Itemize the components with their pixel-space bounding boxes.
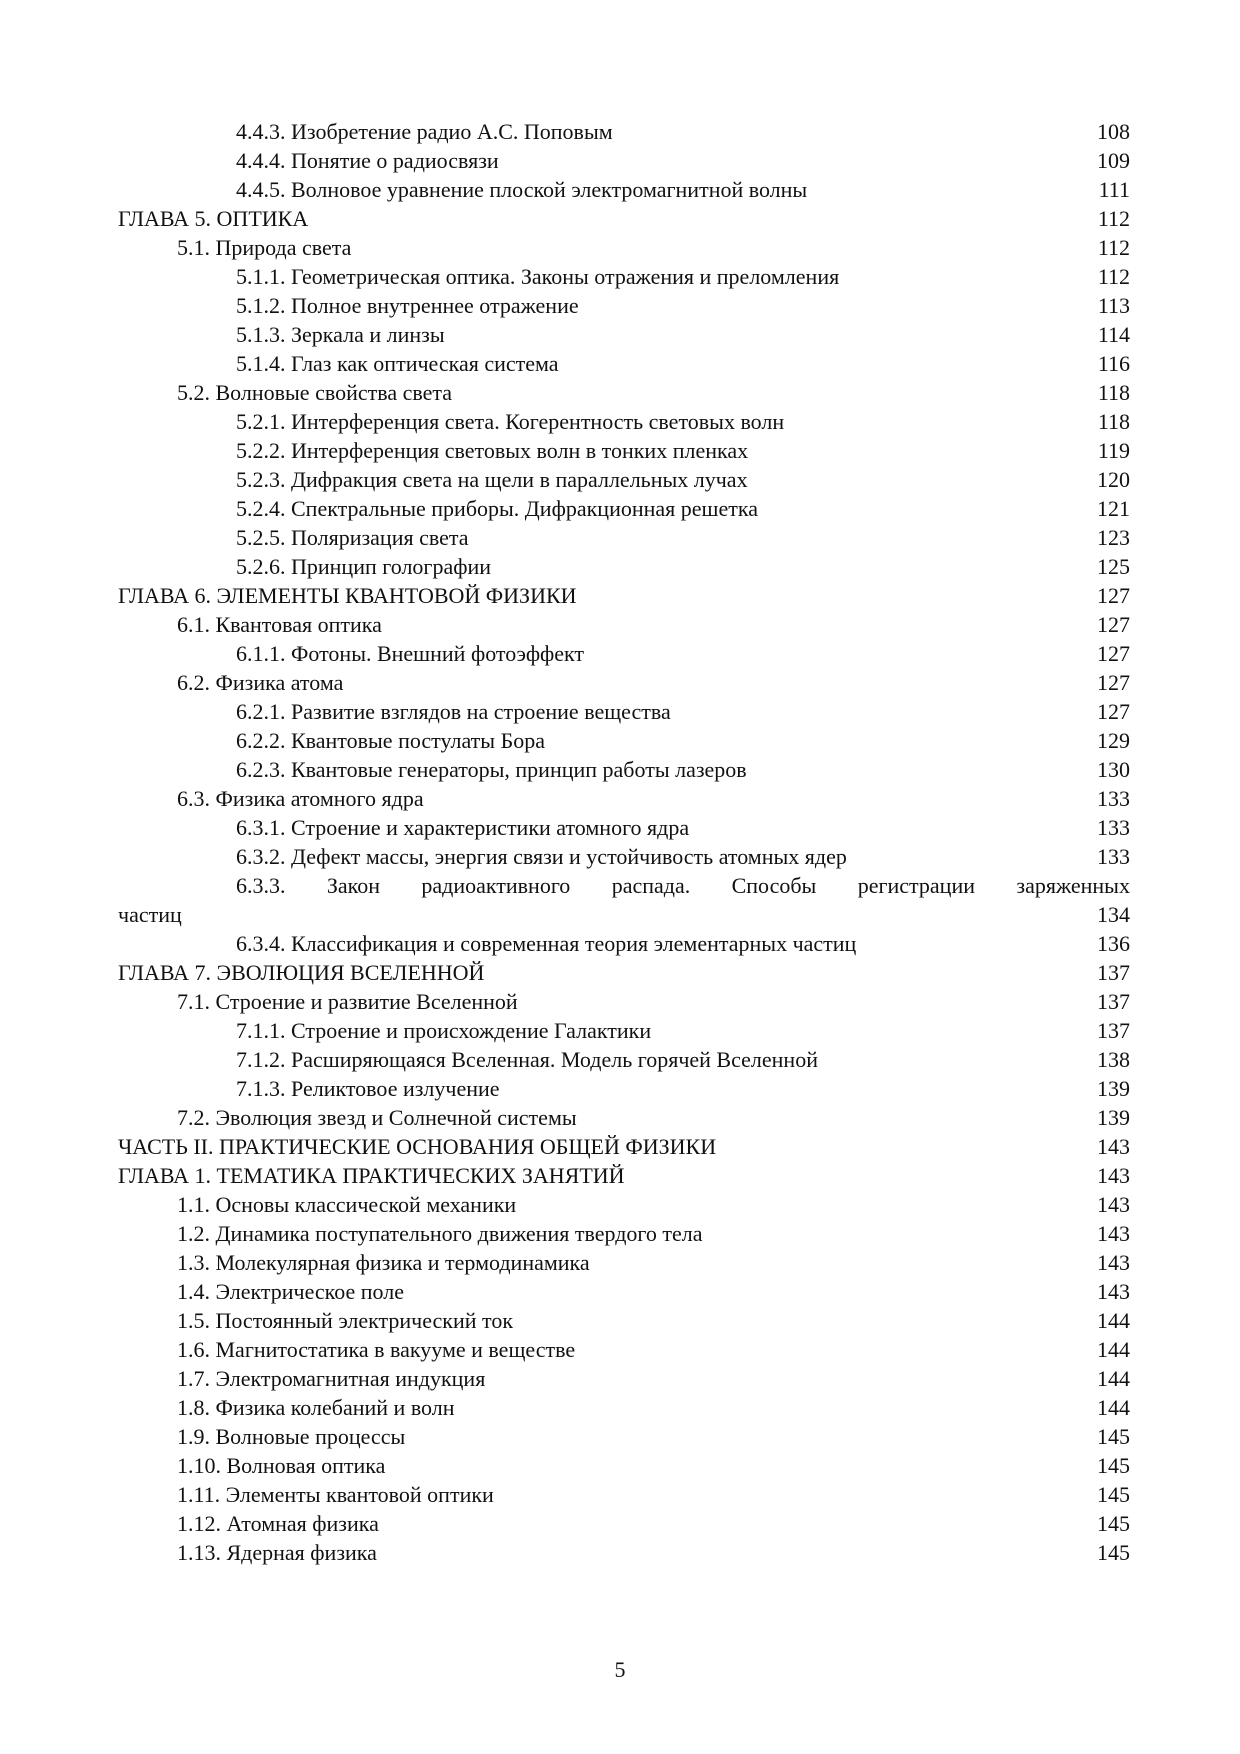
toc-section-entry[interactable] bbox=[118, 784, 1130, 813]
toc-entry-title: 5.1. Природа света bbox=[177, 235, 352, 260]
toc-subsection-entry[interactable] bbox=[118, 494, 1130, 523]
toc-entry-page: 127 bbox=[1097, 612, 1130, 637]
toc-entry-page: 116 bbox=[1097, 351, 1130, 376]
toc-entry-page: 123 bbox=[1097, 525, 1130, 550]
toc-subsection-entry[interactable] bbox=[118, 291, 1130, 320]
toc-subsection-entry[interactable] bbox=[118, 755, 1130, 784]
toc-chapter-entry[interactable] bbox=[118, 1161, 1130, 1190]
toc-entry-page: 145 bbox=[1097, 1511, 1130, 1536]
toc-entry-title: ГЛАВА 1. ТЕМАТИКА ПРАКТИЧЕСКИХ ЗАНЯТИЙ bbox=[118, 1163, 625, 1188]
toc-entry-title: 7.2. Эволюция звезд и Солнечной системы bbox=[177, 1105, 577, 1130]
toc-subsection-entry[interactable] bbox=[118, 639, 1130, 668]
toc-entry-title: 1.9. Волновые процессы bbox=[177, 1424, 406, 1449]
toc-chapter-entry[interactable] bbox=[118, 581, 1130, 610]
toc-entry-title: 5.1.1. Геометрическая оптика. Законы отражения и преломления bbox=[236, 264, 840, 289]
toc-entry-title-word: радиоактивного bbox=[421, 873, 571, 898]
toc-entry-page: 112 bbox=[1097, 264, 1130, 289]
toc-section-entry[interactable] bbox=[118, 610, 1130, 639]
toc-section-entry[interactable] bbox=[118, 1422, 1130, 1451]
toc-entry-title: 5.2.5. Поляризация света bbox=[236, 525, 469, 550]
toc-entry-page: 138 bbox=[1097, 1047, 1130, 1072]
toc-entry-page: 144 bbox=[1097, 1395, 1130, 1420]
toc-entry-page: 137 bbox=[1097, 1018, 1130, 1043]
toc-section-entry[interactable] bbox=[118, 1538, 1130, 1567]
toc-entry-title-word: 6.3.3. bbox=[236, 873, 286, 898]
toc-section-entry[interactable] bbox=[118, 1248, 1130, 1277]
toc-entry-page: 113 bbox=[1097, 293, 1130, 318]
toc-entry-title: 5.1.3. Зеркала и линзы bbox=[236, 322, 445, 347]
toc-entry-page: 144 bbox=[1097, 1366, 1130, 1391]
toc-entry-title-word: регистрации bbox=[857, 873, 975, 898]
toc-entry-page: 133 bbox=[1097, 786, 1130, 811]
toc-entry-page: 112 bbox=[1097, 206, 1130, 231]
toc-entry-title: 5.2.2. Интерференция световых волн в тонких пленках bbox=[236, 438, 749, 463]
toc-section-entry[interactable] bbox=[118, 233, 1130, 262]
toc-subsection-entry[interactable] bbox=[118, 1045, 1130, 1074]
toc-subsection-entry[interactable] bbox=[118, 320, 1130, 349]
toc-entry-title: 6.2.3. Квантовые генераторы, принцип работы лазеров bbox=[236, 757, 747, 782]
toc-entry-title: 4.4.4. Понятие о радиосвязи bbox=[236, 148, 499, 173]
toc-subsection-entry[interactable] bbox=[118, 1016, 1130, 1045]
toc-entry-page: 144 bbox=[1097, 1337, 1130, 1362]
toc-section-entry[interactable] bbox=[118, 378, 1130, 407]
toc-entry-title: 6.2. Физика атома bbox=[177, 670, 344, 695]
toc-subsection-entry[interactable] bbox=[118, 523, 1130, 552]
toc-subsection-entry[interactable] bbox=[118, 929, 1130, 958]
toc-entry-title: 1.6. Магнитостатика в вакууме и веществе bbox=[177, 1337, 576, 1362]
toc-entry-title: 6.1. Квантовая оптика bbox=[177, 612, 382, 637]
toc-entry-title-word: распада. bbox=[611, 873, 691, 898]
toc-entry-title: 4.4.5. Волновое уравнение плоской электромагнитной волны bbox=[236, 177, 808, 202]
toc-subsection-entry[interactable] bbox=[118, 842, 1130, 871]
toc-entry-page: 120 bbox=[1097, 467, 1130, 492]
toc-entry-page: 130 bbox=[1097, 757, 1130, 782]
toc-subsection-entry[interactable] bbox=[118, 465, 1130, 494]
toc-entry-page: 114 bbox=[1097, 322, 1130, 347]
toc-entry-page: 129 bbox=[1097, 728, 1130, 753]
toc-entry-title: 7.1.3. Реликтовое излучение bbox=[236, 1076, 500, 1101]
toc-section-entry[interactable] bbox=[118, 1103, 1130, 1132]
toc-entry-title: 1.12. Атомная физика bbox=[177, 1511, 379, 1536]
toc-entry-title: 7.1. Строение и развитие Вселенной bbox=[177, 989, 518, 1014]
toc-section-entry[interactable] bbox=[118, 1364, 1130, 1393]
toc-section-entry[interactable] bbox=[118, 668, 1130, 697]
toc-entry-title: ЧАСТЬ II. ПРАКТИЧЕСКИЕ ОСНОВАНИЯ ОБЩЕЙ ФИЗИКИ bbox=[118, 1134, 717, 1159]
toc-entry-page: 127 bbox=[1097, 699, 1130, 724]
toc-section-entry[interactable] bbox=[118, 1306, 1130, 1335]
toc-entry-page: 143 bbox=[1097, 1250, 1130, 1275]
toc-entry-page: 143 bbox=[1097, 1221, 1130, 1246]
toc-entry-page: 143 bbox=[1097, 1134, 1130, 1159]
toc-entry-title: 1.10. Волновая оптика bbox=[177, 1453, 386, 1478]
toc-entry-page: 118 bbox=[1097, 409, 1130, 434]
toc-entry-page: 121 bbox=[1097, 496, 1130, 521]
toc-entry-page: 127 bbox=[1097, 670, 1130, 695]
toc-entry-page: 143 bbox=[1097, 1163, 1130, 1188]
toc-entry-title: 5.2.6. Принцип голографии bbox=[236, 554, 492, 579]
toc-entry-title: 6.1.1. Фотоны. Внешний фотоэффект bbox=[236, 641, 584, 666]
toc-section-entry[interactable] bbox=[118, 1451, 1130, 1480]
toc-entry-title: частиц bbox=[118, 902, 182, 927]
toc-entry-page: 136 bbox=[1097, 931, 1130, 956]
toc-entry-page: 137 bbox=[1097, 989, 1130, 1014]
toc-entry-page: 118 bbox=[1097, 380, 1130, 405]
toc-entry-page: 119 bbox=[1097, 438, 1130, 463]
toc-entry-title: 1.5. Постоянный электрический ток bbox=[177, 1308, 514, 1333]
toc-entry-title: 1.8. Физика колебаний и волн bbox=[177, 1395, 455, 1420]
toc-subsection-entry[interactable] bbox=[118, 349, 1130, 378]
toc-entry-page: 145 bbox=[1097, 1540, 1130, 1565]
toc-subsection-entry[interactable] bbox=[118, 697, 1130, 726]
toc-section-entry[interactable] bbox=[118, 1190, 1130, 1219]
toc-entry-page: 145 bbox=[1097, 1482, 1130, 1507]
toc-section-entry[interactable] bbox=[118, 1480, 1130, 1509]
table-of-contents bbox=[118, 117, 1130, 1567]
toc-subsection-entry[interactable] bbox=[118, 1074, 1130, 1103]
toc-entry-page: 127 bbox=[1097, 583, 1130, 608]
toc-entry-page: 145 bbox=[1097, 1424, 1130, 1449]
toc-chapter-entry[interactable] bbox=[118, 204, 1130, 233]
toc-entry-title: 5.2.3. Дифракция света на щели в параллельных лучах bbox=[236, 467, 748, 492]
page-number: 5 bbox=[614, 1657, 626, 1682]
toc-entry-title: ГЛАВА 6. ЭЛЕМЕНТЫ КВАНТОВОЙ ФИЗИКИ bbox=[118, 583, 577, 608]
toc-subsection-entry-wrapped[interactable] bbox=[118, 871, 1130, 900]
toc-section-entry[interactable] bbox=[118, 1219, 1130, 1248]
toc-entry-title: 1.1. Основы классической механики bbox=[177, 1192, 517, 1217]
toc-subsection-entry[interactable] bbox=[118, 813, 1130, 842]
toc-entry-title: 6.2.2. Квантовые постулаты Бора bbox=[236, 728, 545, 753]
toc-entry-title: 7.1.2. Расширяющаяся Вселенная. Модель горячей Вселенной bbox=[236, 1047, 818, 1072]
toc-entry-page: 139 bbox=[1097, 1076, 1130, 1101]
toc-entry-title: 4.4.3. Изобретение радио А.С. Поповым bbox=[236, 119, 613, 144]
toc-entry-title-word: заряженных bbox=[1016, 873, 1130, 898]
toc-entry-title: 6.3.2. Дефект массы, энергия связи и устойчивость атомных ядер bbox=[236, 844, 847, 869]
toc-entry-page: 133 bbox=[1097, 844, 1130, 869]
toc-entry-page: 108 bbox=[1097, 119, 1130, 144]
toc-entry-title: 6.2.1. Развитие взглядов на строение вещества bbox=[236, 699, 671, 724]
toc-entry-title: 1.2. Динамика поступательного движения твердого тела bbox=[177, 1221, 703, 1246]
toc-entry-page: 134 bbox=[1097, 902, 1130, 927]
toc-entry-page: 144 bbox=[1097, 1308, 1130, 1333]
toc-entry-page: 111 bbox=[1098, 177, 1130, 202]
toc-entry-title: 1.11. Элементы квантовой оптики bbox=[177, 1482, 494, 1507]
toc-subsection-entry[interactable] bbox=[118, 262, 1130, 291]
toc-entry-page: 139 bbox=[1097, 1105, 1130, 1130]
toc-entry-title: ГЛАВА 5. ОПТИКА bbox=[118, 206, 309, 231]
toc-subsection-entry[interactable] bbox=[118, 117, 1130, 146]
toc-subsection-entry[interactable] bbox=[118, 552, 1130, 581]
toc-entry-page: 112 bbox=[1097, 235, 1130, 260]
toc-entry-title: 5.1.2. Полное внутреннее отражение bbox=[236, 293, 579, 318]
toc-subsection-entry[interactable] bbox=[118, 436, 1130, 465]
toc-entry-title: 7.1.1. Строение и происхождение Галактики bbox=[236, 1018, 652, 1043]
toc-entry-page: 127 bbox=[1097, 641, 1130, 666]
toc-entry-title: 5.2.4. Спектральные приборы. Дифракционная решетка bbox=[236, 496, 758, 521]
toc-section-entry[interactable] bbox=[118, 1277, 1130, 1306]
toc-entry-title: 6.3.1. Строение и характеристики атомного ядра bbox=[236, 815, 690, 840]
toc-section-entry[interactable] bbox=[118, 1335, 1130, 1364]
toc-entry-title: 6.3. Физика атомного ядра bbox=[177, 786, 424, 811]
toc-chapter-entry[interactable] bbox=[118, 1132, 1130, 1161]
toc-chapter-entry[interactable] bbox=[118, 958, 1130, 987]
toc-section-entry[interactable] bbox=[118, 1509, 1130, 1538]
toc-entry-title: 1.4. Электрическое поле bbox=[177, 1279, 405, 1304]
toc-subsection-entry[interactable] bbox=[118, 146, 1130, 175]
toc-entry-title: 6.3.4. Классификация и современная теория элементарных частиц bbox=[236, 931, 857, 956]
toc-entry-title-word: Закон bbox=[326, 873, 381, 898]
toc-entry-title: 1.3. Молекулярная физика и термодинамика bbox=[177, 1250, 590, 1275]
toc-entry-title: ГЛАВА 7. ЭВОЛЮЦИЯ ВСЕЛЕННОЙ bbox=[118, 960, 485, 985]
toc-section-entry[interactable] bbox=[118, 987, 1130, 1016]
toc-entry-title: 5.2. Волновые свойства света bbox=[177, 380, 453, 405]
toc-entry-page: 143 bbox=[1097, 1192, 1130, 1217]
toc-entry-page: 133 bbox=[1097, 815, 1130, 840]
toc-entry-continuation[interactable] bbox=[118, 900, 1130, 929]
toc-section-entry[interactable] bbox=[118, 1393, 1130, 1422]
toc-entry-title-word: Способы bbox=[731, 873, 817, 898]
toc-entry-title: 1.13. Ядерная физика bbox=[177, 1540, 377, 1565]
toc-entry-page: 137 bbox=[1097, 960, 1130, 985]
toc-entry-page: 143 bbox=[1097, 1279, 1130, 1304]
toc-entry-title: 5.2.1. Интерференция света. Когерентность световых волн bbox=[236, 409, 785, 434]
toc-subsection-entry[interactable] bbox=[118, 175, 1130, 204]
toc-subsection-entry[interactable] bbox=[118, 726, 1130, 755]
toc-entry-page: 109 bbox=[1097, 148, 1130, 173]
toc-entry-page: 125 bbox=[1097, 554, 1130, 579]
toc-subsection-entry[interactable] bbox=[118, 407, 1130, 436]
toc-entry-title: 1.7. Электромагнитная индукция bbox=[177, 1366, 486, 1391]
toc-entry-page: 145 bbox=[1097, 1453, 1130, 1478]
toc-entry-title: 5.1.4. Глаз как оптическая система bbox=[236, 351, 559, 376]
